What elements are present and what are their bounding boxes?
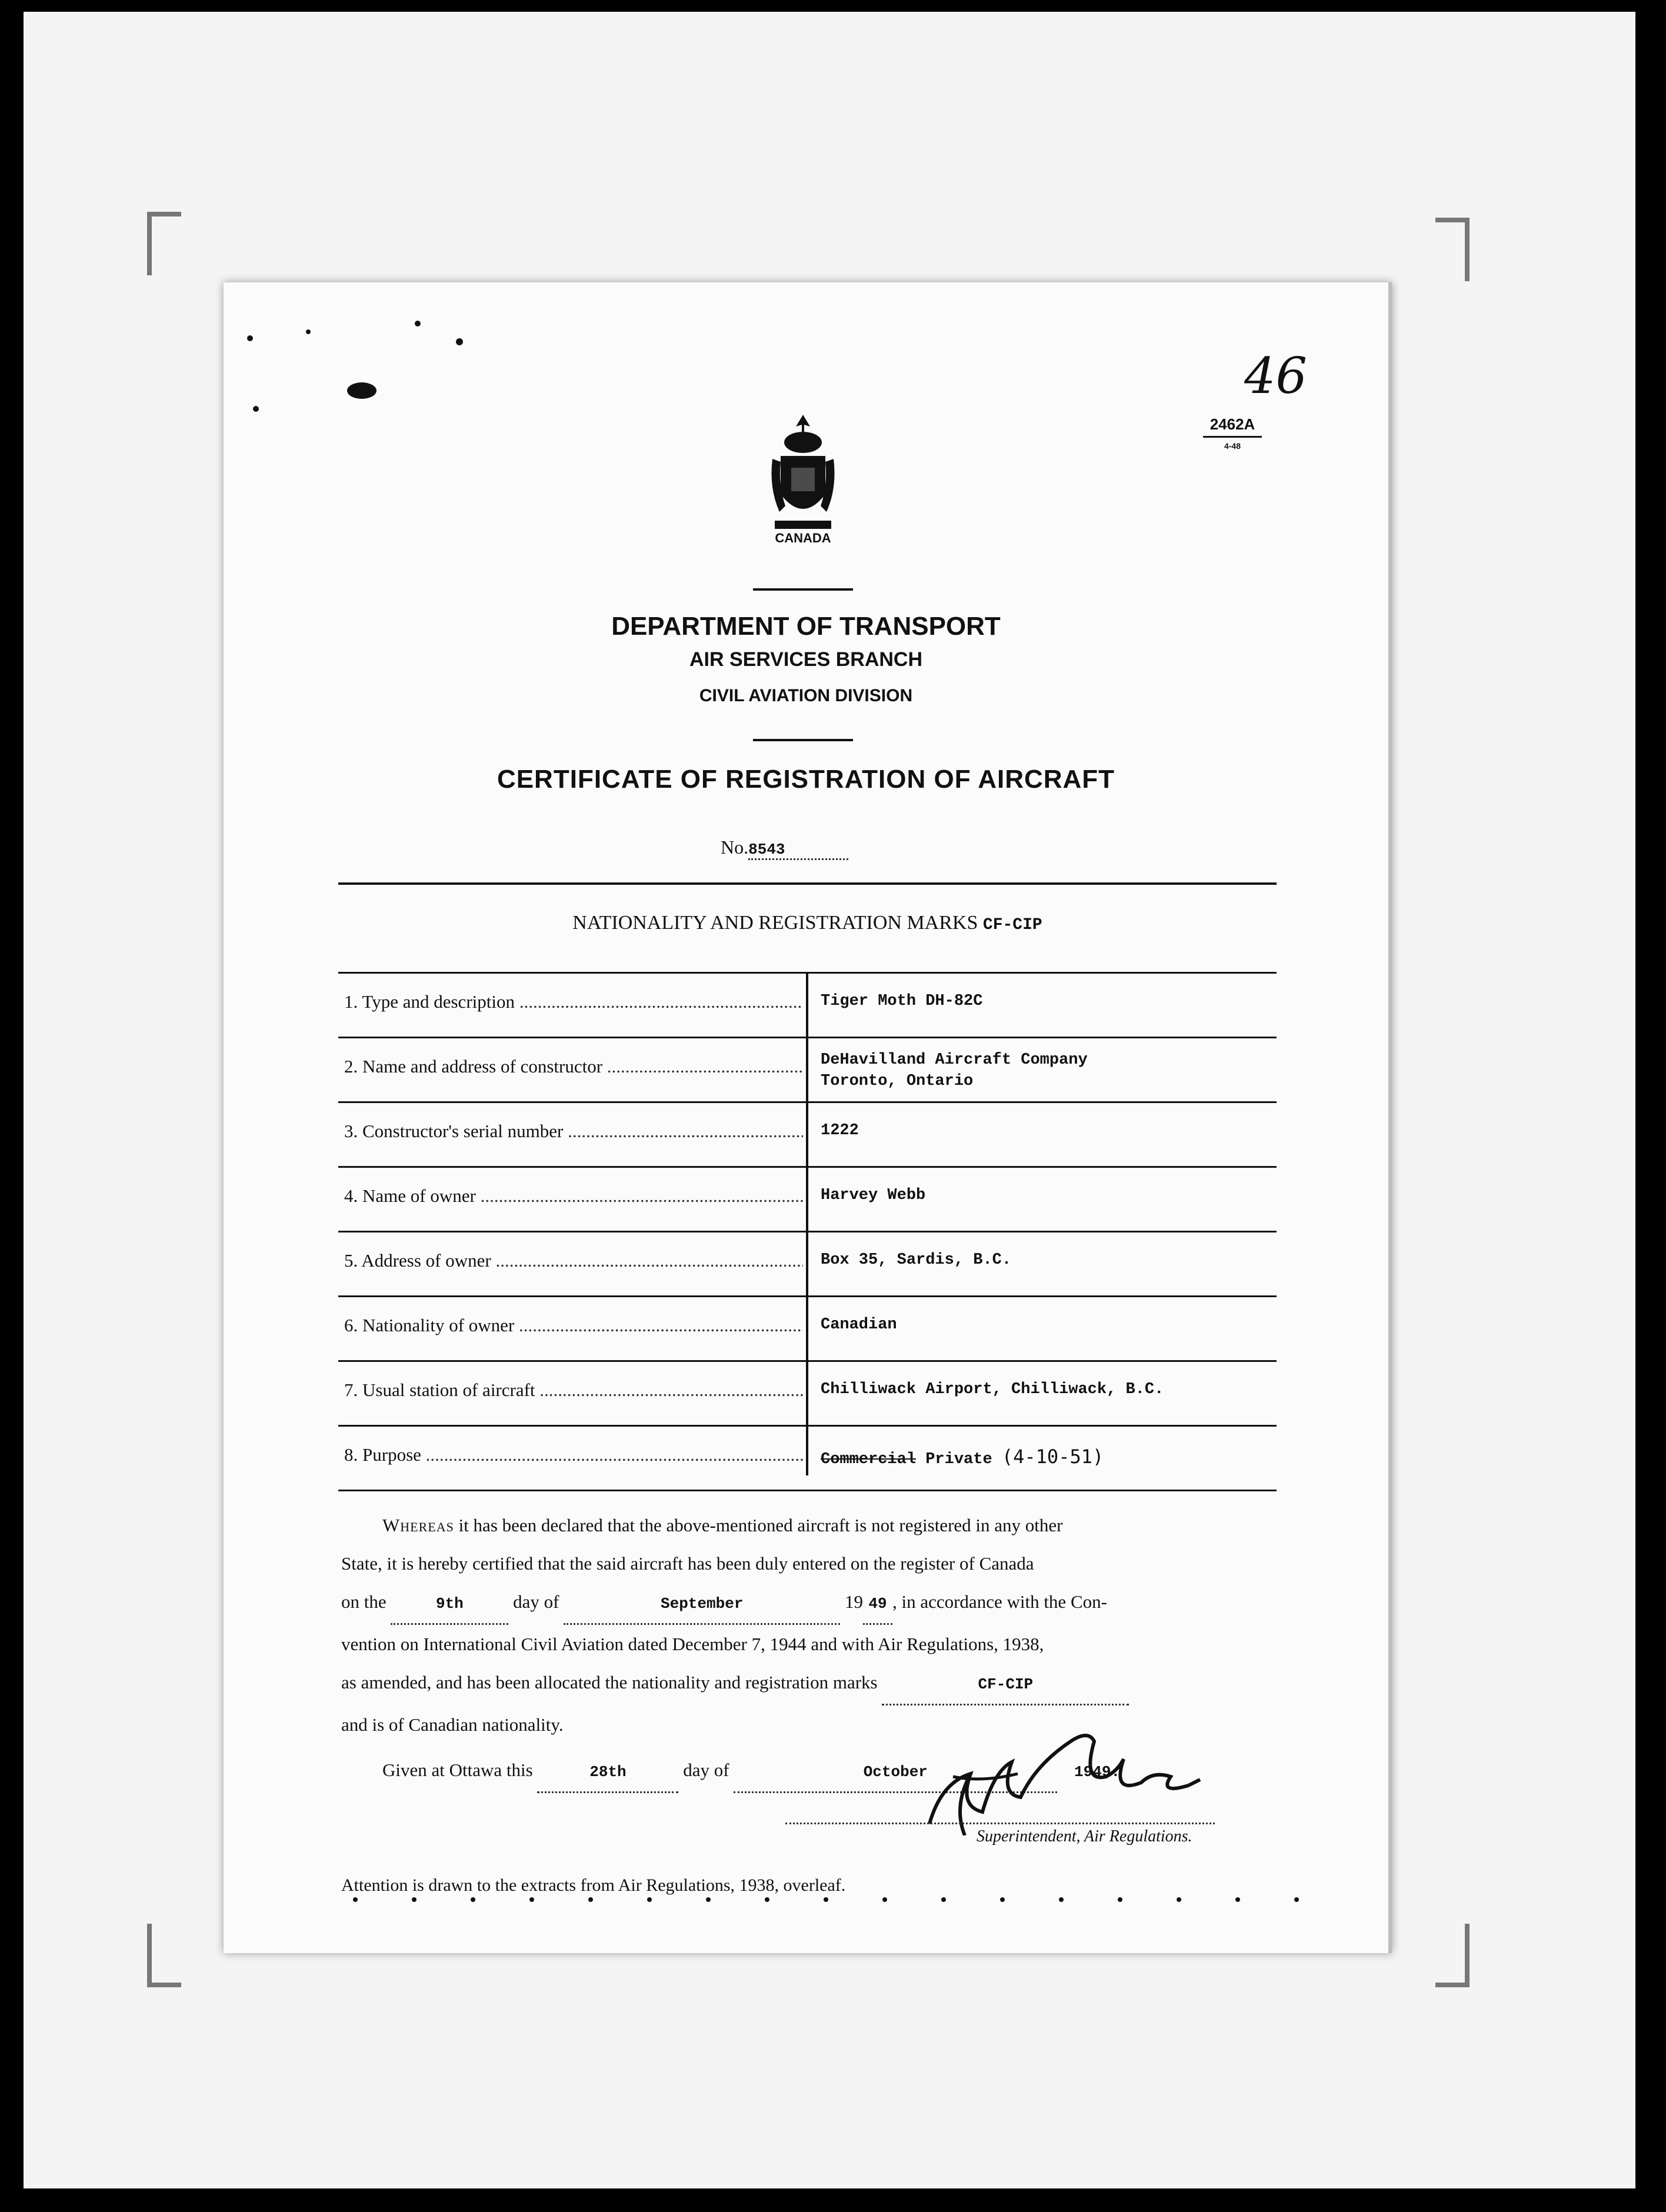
nationality-marks-value: CF-CIP	[982, 916, 1042, 934]
ink-speck	[882, 1897, 887, 1902]
whereas-line-5	[341, 1663, 1262, 1705]
ink-speck	[647, 1897, 652, 1902]
country-label: CANADA	[775, 531, 831, 545]
field-value: Chilliwack Airport, Chilliwack, B.C.	[821, 1381, 1164, 1398]
nationality-marks-label: NATIONALITY AND REGISTRATION MARKS	[572, 912, 978, 934]
field-value: 1222	[821, 1122, 859, 1140]
given-text: day of	[683, 1760, 729, 1780]
whereas-text: , in accordance with the Con-	[892, 1591, 1107, 1612]
ink-speck	[353, 1897, 358, 1902]
attention-note: Attention is drawn to the extracts from Air Regulations, 1938, overleaf.	[341, 1875, 846, 1895]
whereas-line-2: State, it is hereby certified that the said aircraft has been duly entered on the register of Canada	[341, 1553, 1034, 1574]
table-divider	[806, 972, 808, 1475]
certificate-number	[721, 837, 848, 860]
ink-speck	[306, 329, 311, 334]
field-label: 5. Address of owner .....	[344, 1250, 803, 1271]
ink-speck	[253, 406, 259, 412]
ink-speck	[1294, 1897, 1299, 1902]
form-number	[1203, 415, 1262, 451]
certificate-number-label: No.	[721, 837, 749, 858]
field-value-typed: Private	[925, 1451, 992, 1468]
canada-coat-of-arms-icon	[768, 412, 838, 535]
ink-speck	[765, 1897, 769, 1902]
whereas-line-4: vention on International Civil Aviation dated December 7, 1944 and with Air Regulations, 1938,	[341, 1634, 1044, 1654]
whereas-line-6: and is of Canadian nationality.	[341, 1714, 564, 1735]
branch-heading: AIR SERVICES BRANCH	[689, 648, 923, 671]
field-label: 7. Usual station of aircraft .....	[344, 1380, 803, 1401]
field-value: Harvey Webb	[821, 1187, 926, 1204]
field-value: Canadian	[821, 1316, 897, 1334]
department-heading: DEPARTMENT OF TRANSPORT	[611, 612, 1001, 641]
heading-rule-top	[753, 588, 853, 591]
field-value	[821, 1445, 1274, 1468]
ink-speck	[412, 1897, 416, 1902]
ink-speck	[471, 1897, 475, 1902]
field-label: 2. Name and address of constructor .....	[344, 1056, 803, 1077]
given-month: October	[734, 1753, 1057, 1793]
whereas-text: on the	[341, 1591, 386, 1612]
form-number-value: 2462A	[1209, 415, 1255, 433]
ink-speck	[824, 1897, 828, 1902]
given-text: Given at Ottawa this	[382, 1760, 533, 1780]
ink-speck	[1235, 1897, 1240, 1902]
page-number: 46	[1244, 347, 1307, 405]
field-value: Tiger Moth DH-82C	[821, 992, 983, 1010]
whereas-lead: Whereas	[382, 1515, 454, 1535]
ink-speck	[529, 1897, 534, 1902]
whereas-paragraph	[341, 1506, 1262, 1744]
field-label: 4. Name of owner .....	[344, 1185, 803, 1207]
registration-table	[338, 972, 1277, 1491]
division-heading: CIVIL AVIATION DIVISION	[699, 686, 913, 705]
registration-marks-value: CF-CIP	[882, 1665, 1129, 1705]
registration-day: 9th	[391, 1585, 508, 1625]
crop-mark-bottom-left	[147, 1924, 181, 1987]
ink-speck	[1059, 1897, 1064, 1902]
nationality-marks	[338, 912, 1277, 934]
whereas-text: as amended, and has been allocated the nationality and registration marks	[341, 1672, 878, 1693]
section-rule	[338, 882, 1277, 885]
crop-mark-top-right	[1435, 218, 1470, 281]
whereas-line-3	[341, 1583, 1262, 1625]
field-value-line2: Toronto, Ontario	[821, 1072, 974, 1090]
whereas-text: it has been declared that the above-mentioned aircraft is not registered in any other	[454, 1515, 1063, 1535]
whereas-text: 19	[844, 1591, 863, 1612]
ink-speck	[247, 335, 253, 341]
whereas-text: day of	[513, 1591, 559, 1612]
form-revision: 4-48	[1203, 436, 1262, 451]
ink-speck	[456, 338, 463, 345]
crop-mark-top-left	[147, 212, 181, 275]
given-year: 1949.	[1074, 1763, 1121, 1781]
crop-mark-bottom-right	[1435, 1924, 1470, 1987]
registration-year: 49	[863, 1585, 892, 1625]
field-label: 1. Type and description .....	[344, 991, 803, 1012]
ink-speck	[588, 1897, 593, 1902]
heading-rule-bottom	[753, 739, 853, 741]
whereas-line-1	[341, 1506, 1262, 1544]
field-value: Box 35, Sardis, B.C.	[821, 1251, 1012, 1269]
ink-speck	[941, 1897, 946, 1902]
certificate-number-value: 8543	[748, 841, 848, 860]
field-label: 6. Nationality of owner .....	[344, 1315, 803, 1336]
field-label: 8. Purpose .....	[344, 1444, 803, 1465]
handwritten-signature	[894, 1718, 1224, 1835]
registration-month: September	[564, 1585, 840, 1625]
scan-edge-dots	[0, 1891, 1666, 1909]
field-value-handwritten: (4-10-51)	[1001, 1445, 1104, 1468]
ink-speck	[1118, 1897, 1122, 1902]
ink-blot	[347, 382, 376, 399]
signature-line	[785, 1823, 1215, 1824]
field-label: 3. Constructor's serial number .....	[344, 1121, 803, 1142]
certificate-title: CERTIFICATE OF REGISTRATION OF AIRCRAFT	[497, 765, 1115, 794]
signature-title: Superintendent, Air Regulations.	[977, 1827, 1192, 1845]
field-value: DeHavilland Aircraft Company	[821, 1051, 1088, 1069]
given-day: 28th	[537, 1753, 678, 1793]
field-value-struck: Commercial	[821, 1451, 917, 1468]
ink-speck	[706, 1897, 711, 1902]
ink-speck	[415, 321, 421, 327]
ink-speck	[1000, 1897, 1005, 1902]
ink-speck	[1177, 1897, 1181, 1902]
